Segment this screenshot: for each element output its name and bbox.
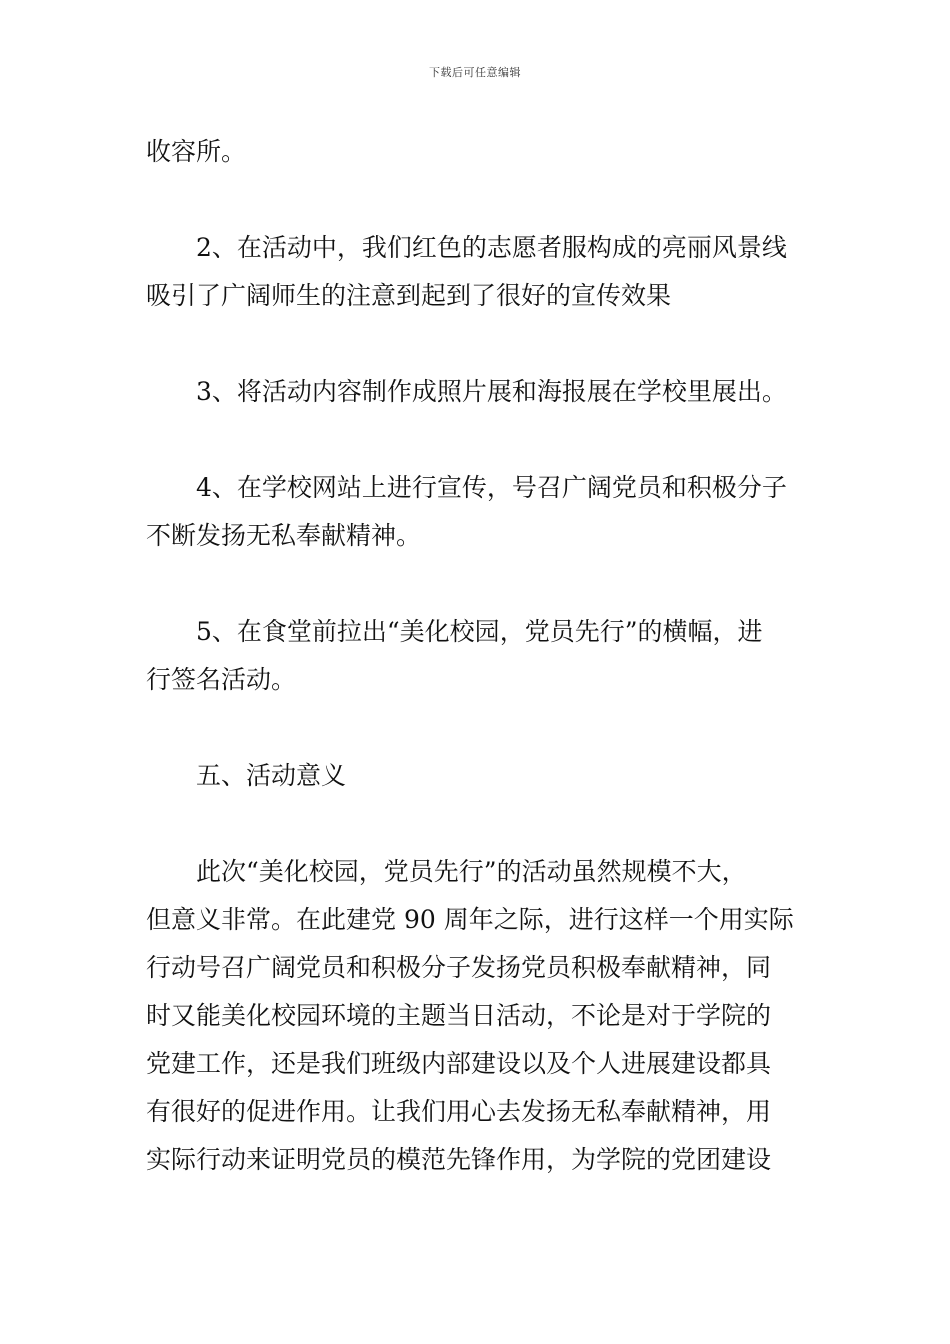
paragraph-1 [146,128,810,176]
paragraph-line: 行动号召广阔党员和积极分子发扬党员积极奉献精神，同 [146,953,772,982]
paragraph-3 [146,368,810,416]
paragraph-line: 4、在学校网站上进行宣传，号召广阔党员和积极分子 [196,473,787,502]
document-body [146,128,810,1232]
section-heading-text: 五、活动意义 [196,761,347,790]
paragraph-line: 收容所。 [146,137,247,166]
paragraph-line: 吸引了广阔师生的注意到起到了很好的宣传效果 [146,281,672,310]
paragraph-line: 有很好的促进作用。让我们用心去发扬无私奉献精神，用 [146,1097,772,1126]
paragraph-line: 实际行动来证明党员的模范先锋作用，为学院的党团建设 [146,1145,772,1174]
paragraph-line: 行签名活动。 [146,665,297,694]
paragraph-line: 时又能美化校园环境的主题当日活动，不论是对于学院的 [146,1001,772,1030]
paragraph-7 [146,848,810,1184]
paragraph-4 [146,464,810,560]
paragraph-line: 此次“美化校园，党员先行”的活动虽然规模不大， [196,857,747,886]
paragraph-line: 3、将活动内容制作成照片展和海报展在学校里展出。 [196,377,787,406]
paragraph-line: 不断发扬无私奉献精神。 [146,521,422,550]
paragraph-5 [146,608,810,704]
paragraph-line: 党建工作，还是我们班级内部建设以及个人进展建设都具 [146,1049,772,1078]
section-heading [146,752,810,800]
paragraph-line: 5、在食堂前拉出“美化校园，党员先行”的横幅，进 [196,617,763,646]
page-header: 下载后可任意编辑 [429,66,521,79]
paragraph-line: 但意义非常。在此建党 90 周年之际，进行这样一个用实际 [146,905,794,934]
paragraph-line: 2、在活动中，我们红色的志愿者服构成的亮丽风景线 [196,233,787,262]
paragraph-2 [146,224,810,320]
